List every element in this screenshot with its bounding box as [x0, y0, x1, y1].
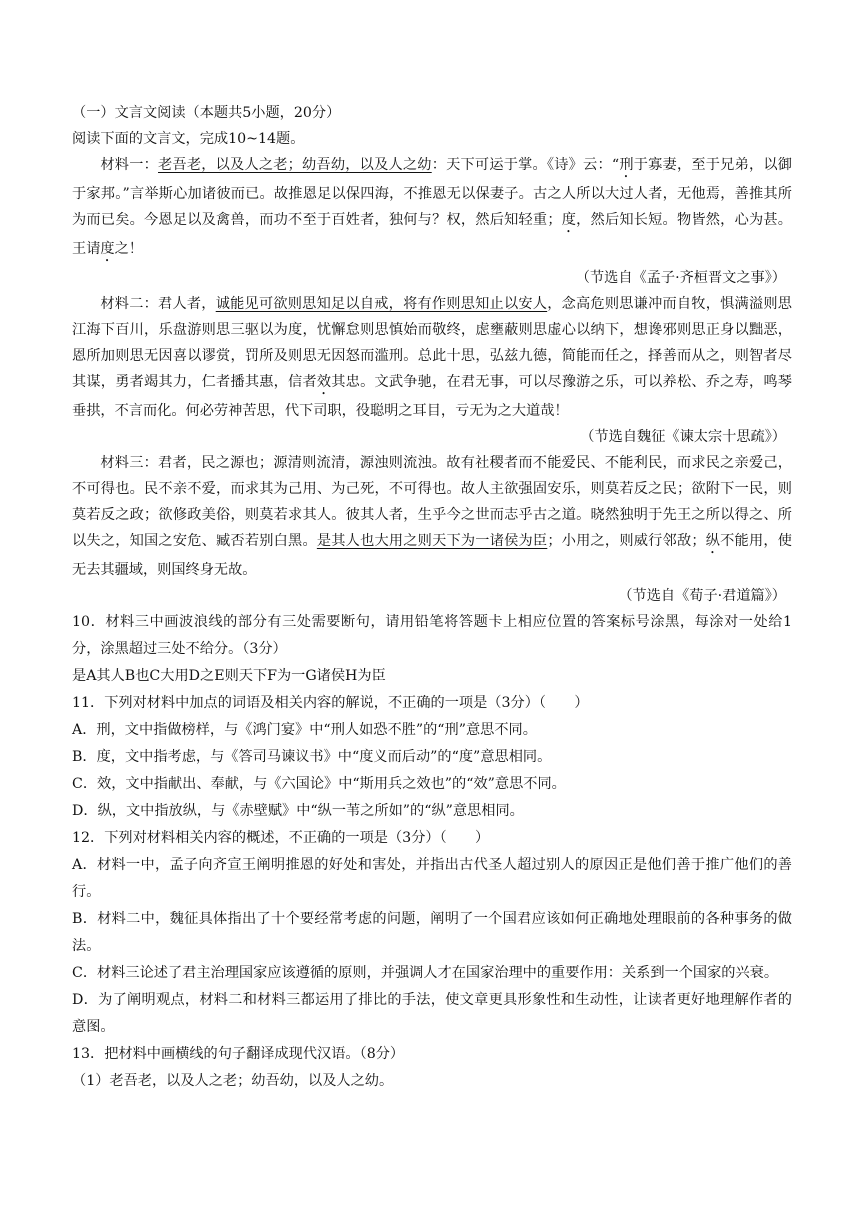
question-12-option-b: B．材料二中，魏征具体指出了十个要经常考虑的问题，阐明了一个国君应该如何正确地处理眼前的各种事务的做法。 — [72, 911, 792, 954]
dotted-word-zong: 纵 — [705, 533, 721, 549]
question-13: 13．把材料中画横线的句子翻译成现代汉语。（8分） — [72, 1046, 405, 1062]
question-12: 12．下列对材料相关内容的概述，不正确的一项是（3分）（ ） — [72, 830, 490, 846]
material-two-lead: 材料二：君人者， — [100, 296, 216, 312]
question-12-option-d: D．为了阐明观点，材料二和材料三都运用了排比的手法，使文章更具形象性和生动性，让读者更好地理解作者的意图。 — [72, 992, 792, 1035]
section-heading: （一）文言文阅读（本题共5小题，20分） — [72, 105, 341, 121]
question-11: 11．下列对材料中加点的词语及相关内容的解说，不正确的一项是（3分）（ ） — [72, 695, 589, 711]
material-three — [72, 450, 792, 583]
dotted-word-du: 度 — [561, 212, 577, 228]
question-10-sentence: 是A其人B也C大用D之E则天下F为一G诸侯H为臣 — [72, 668, 386, 684]
underlined-sentence-1: 老吾老，以及人之老；幼吾幼，以及人之幼 — [158, 157, 432, 173]
underlined-sentence-2: 诚能见可欲则思知足以自戒，将有作则思知止以安人 — [215, 296, 548, 312]
dotted-word-du: 度 — [100, 241, 115, 257]
material-three-text: ；小用之，则威行邻敌； — [547, 533, 706, 549]
material-two — [72, 291, 792, 424]
dotted-word-xiao: 效 — [316, 374, 332, 390]
question-10: 10．材料三中画波浪线的部分有三处需要断句，请用铅笔将答题卡上相应位置的答案标号涂黑，每涂对一处给1分，涂黑超过三处不给分。（3分） — [72, 614, 792, 657]
material-one-lead: 材料一： — [100, 157, 159, 173]
material-one — [72, 152, 792, 265]
material-three-lead: 材料三：君者，民之源也；源清则流清，源浊则流浊。故有社稷者而不能爱民、不能利民，而求民之亲爱己，不可得也。民不亲不爱，而求其为己用、为己死，不可得也。故人主欲强固安乐，则莫若反之民；欲附下一民，则莫若反之政；欲修政美俗，则莫若求其人。彼其人者，生乎今之世而志乎古之道。晓然独明于先王之所以得之、所以失之，知国之安危、臧否若别白黑。 — [72, 455, 792, 549]
material-three-source: （节选自《荀子·君道篇》） — [618, 588, 786, 604]
material-one-text: 之！ — [114, 241, 143, 257]
material-two-text: 其忠。文武争驰，在君无事，可以尽豫游之乐，可以养松、乔之寿，鸣琴垂拱，不言而化。何必劳神苦思，代下司职，役聪明之耳目，亏无为之大道哉！ — [72, 374, 792, 419]
material-two-text: ，念高危则思谦冲而自牧，惧满溢则思江海下百川，乐盘游则思三驱以为度，忧懈怠则思慎始而敬终，虑壅蔽则思虚心以纳下，想谗邪则思正身以黜恶，恩所加则思无因喜以谬赏，罚所及则思无因怒而滥刑。总此十思，弘兹九德，简能而任之，择善而从之，则智者尽其谋，勇者竭其力，仁者播其惠，信者 — [72, 296, 792, 390]
question-11-option-a: A．刑，文中指做榜样，与《鸿门宴》中“刑人如恐不胜”的“刑”意思不同。 — [72, 722, 537, 738]
question-12-option-a: A．材料一中，孟子向齐宣王阐明推恩的好处和害处，并指出古代圣人超过别人的原因正是他们善于推广他们的善行。 — [72, 857, 792, 900]
material-one-source: （节选自《孟子·齐桓晋文之事》） — [575, 270, 786, 286]
material-one-text: ，然后知长短。物皆然，心为甚。王请 — [72, 212, 792, 257]
question-13-part-1: （1）老吾老，以及人之老；幼吾幼，以及人之幼。 — [72, 1073, 394, 1089]
material-three-text: 不能用，使无去其疆域，则国终身无故。 — [72, 533, 792, 578]
material-one-text: ：天下可运于掌。《诗》云：“ — [431, 157, 620, 173]
question-11-option-b: B．度，文中指考虑，与《答司马谏议书》中“度义而后动”的“度”意思相同。 — [72, 749, 552, 765]
exam-page — [72, 100, 792, 1095]
question-11-option-d: D．纵，文中指放纵，与《赤壁赋》中“纵一苇之所如”的“纵”意思相同。 — [72, 803, 524, 819]
question-12-option-c: C．材料三论述了君主治理国家应该遵循的原则，并强调人才在国家治理中的重要作用：关系到一个国家的兴衰。 — [72, 965, 779, 981]
material-one-text: 于寡妻，至于兄弟，以御于家邦。”言举斯心加诸彼而已。故推恩足以保四海，不推恩无以保妻子。古之人所以大过人者，无他焉，善推其所为而已矣。今恩足以及禽兽，而功不至于百姓者，独何与？权，然后知轻重； — [72, 157, 792, 228]
question-11-option-c: C．效，文中指献出、奉献，与《六国论》中“斯用兵之效也”的“效”意思不同。 — [72, 776, 566, 792]
material-two-source: （节选自魏征《谏太宗十思疏》） — [580, 429, 786, 445]
section-instruction: 阅读下面的文言文，完成10~14题。 — [72, 131, 305, 147]
wavy-line-sentence: 是其人也大用之则天下为一诸侯为臣 — [316, 533, 548, 549]
dotted-word-xing: 刑 — [619, 157, 634, 173]
